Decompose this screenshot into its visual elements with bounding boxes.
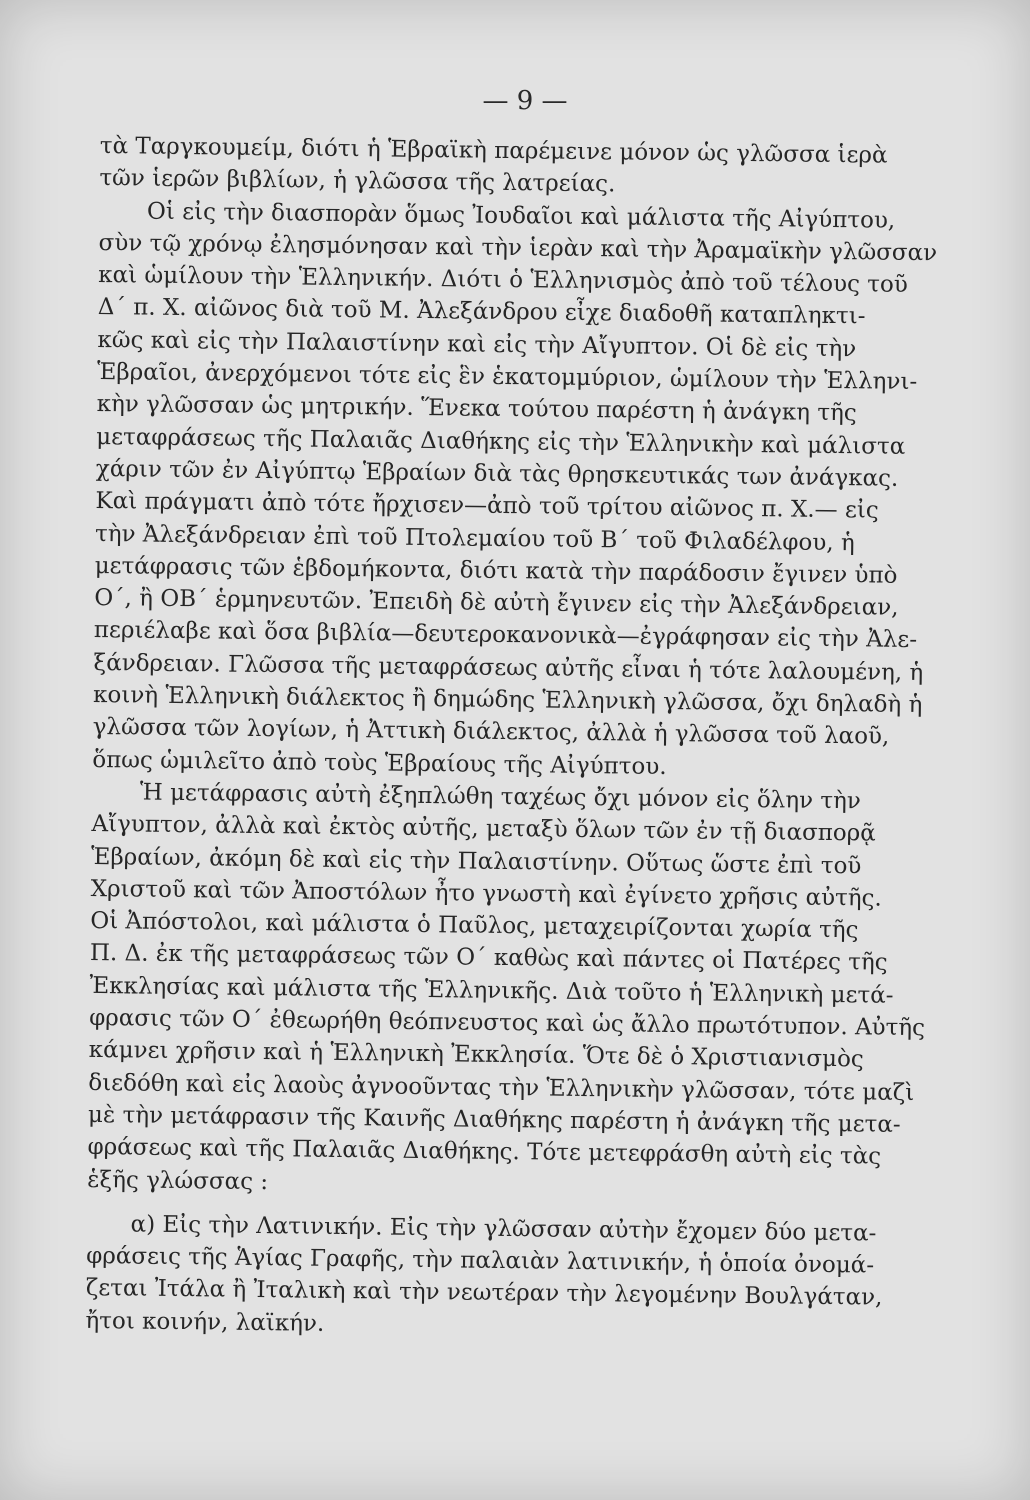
text-line: κὴν γλῶσσαν ὡς μητρικήν. Ἕνεκα τούτου παρέστη ἡ ἀνάγκη τῆς: [96, 391, 857, 427]
text-line: καὶ ὡμίλουν τὴν Ἑλληνικήν. Διότι ὁ Ἑλληνισμὸς ἀπὸ τοῦ τέλους τοῦ: [98, 262, 908, 299]
text-line: Χριστοῦ καὶ τῶν Ἀποστόλων ἦτο γνωστὴ καὶ ἐγίνετο χρῆσις αὐτῆς.: [90, 875, 882, 912]
paragraph-3: [87, 776, 926, 1206]
text-line: Αἴγυπτον, ἀλλὰ καὶ ἐκτὸς αὐτῆς, μεταξὺ ὅλων τῶν ἐν τῇ διασπορᾷ: [91, 811, 876, 847]
text-line: Ἑβραίων, ἀκόμη δὲ καὶ εἰς τὴν Παλαιστίνην. Οὕτως ὥστε ἐπὶ τοῦ: [90, 843, 862, 879]
text-line: μετάφρασις τῶν ἑβδομήκοντα, διότι κατὰ τὴν παράδοσιν ἔγινεν ὑπὸ: [94, 552, 898, 589]
text-line: Ο΄, ἢ ΟΒ΄ ἑρμηνευτῶν. Ἐπειδὴ δὲ αὐτὴ ἔγινεν εἰς τὴν Ἀλεξάνδρειαν,: [94, 585, 899, 621]
text-line: Οἱ εἰς τὴν διασπορὰν ὅμως Ἰουδαῖοι καὶ μάλιστα τῆς Αἰγύπτου,: [146, 198, 896, 234]
text-line: μὲ τὴν μετάφρασιν τῆς Καινῆς Διαθήκης παρέστη ἡ ἀνάγκη τῆς μετα-: [87, 1101, 901, 1138]
text-line: φρασις τῶν Ο΄ ἐθεωρήθη θεόπνευστος καὶ ὡς ἄλλο πρωτότυπον. Αὐτῆς: [88, 1004, 926, 1042]
text-line: κῶς καὶ εἰς τὴν Παλαιστίνην καὶ εἰς τὴν Αἴγυπτον. Οἱ δὲ εἰς τὴν: [97, 326, 857, 363]
text-line: τὰ Ταργκουμείμ, διότι ἡ Ἑβραϊκὴ παρέμεινε μόνον ὡς γλῶσσα ἱερὰ: [99, 132, 888, 169]
text-line: Ἐκκλησίας καὶ μάλιστα τῆς Ἑλληνικῆς. Διὰ τοῦτο ἡ Ἑλληνικὴ μετά-: [89, 972, 894, 1009]
text-line: κάμνει χρῆσιν καὶ ἡ Ἑλληνικὴ Ἐκκλησία. Ὅτε δὲ ὁ Χριστιανισμὸς: [88, 1037, 864, 1073]
text-line: χάριν τῶν ἐν Αἰγύπτῳ Ἑβραίων διὰ τὰς θρησκευτικάς των ἀνάγκας.: [95, 455, 899, 492]
text-line: ὅπως ὡμιλεῖτο ἀπὸ τοὺς Ἑβραίους τῆς Αἰγύπτου.: [92, 746, 667, 780]
paragraph-4: [85, 1208, 907, 1347]
text-line: Δ΄ π. Χ. αἰῶνος διὰ τοῦ Μ. Ἀλεξάνδρου εἶχε διαδοθῆ καταπληκτι-: [97, 294, 866, 330]
paragraph-1: [99, 130, 920, 205]
text-line: τὴν Ἀλεξάνδρειαν ἐπὶ τοῦ Πτολεμαίου τοῦ Β΄ τοῦ Φιλαδέλφου, ἡ: [94, 520, 855, 556]
text-line: τῶν ἱερῶν βιβλίων, ἡ γλῶσσα τῆς λατρείας.: [99, 165, 616, 198]
text-line: κοινὴ Ἑλληνικὴ διάλεκτος ἢ δημώδης Ἑλληνικὴ γλῶσσα, ὄχι δηλαδὴ ἡ: [92, 682, 923, 719]
text-line: Ἑβραῖοι, ἀνερχόμενοι τότε εἰς ἓν ἑκατομμύριον, ὡμίλουν τὴν Ἑλληνι-: [96, 359, 918, 396]
text-line: ξάνδρειαν. Γλῶσσα τῆς μεταφράσεως αὐτῆς εἶναι ἡ τότε λαλουμένη, ἡ: [93, 649, 924, 686]
text-line: σὺν τῷ χρόνῳ ἐλησμόνησαν καὶ τὴν ἱερὰν καὶ τὴν Ἀραμαϊκὴν γλῶσσαν: [98, 229, 938, 267]
text-line: φράσεως καὶ τῆς Παλαιᾶς Διαθήκης. Τότε μετεφράσθη αὐτὴ εἰς τὰς: [87, 1134, 882, 1170]
text-line: γλῶσσα τῶν λογίων, ἡ Ἀττικὴ διάλεκτος, ἀλλὰ ἡ γλῶσσα τοῦ λαοῦ,: [92, 714, 890, 751]
text-line: διεδόθη καὶ εἰς λαοὺς ἀγνοοῦντας τὴν Ἑλληνικὴν γλῶσσαν, τότε μαζὶ: [88, 1069, 915, 1106]
text-line: ζεται Ἰτάλα ἢ Ἰταλικὴ καὶ τὴν νεωτέραν τὴν λεγομένην Βουλγάταν,: [85, 1275, 883, 1312]
body-text: [85, 130, 938, 1347]
text-line: μεταφράσεως τῆς Παλαιᾶς Διαθήκης εἰς τὴν Ἑλληνικὴν καὶ μάλιστα: [96, 423, 906, 460]
text-line: περιέλαβε καὶ ὅσα βιβλία—δευτεροκανονικὰ—ἐγράφησαν εἰς τὴν Ἀλε-: [93, 617, 918, 654]
paragraph-2: [92, 195, 938, 786]
text-line: ἤτοι κοινήν, λαϊκήν.: [85, 1307, 325, 1337]
text-line: ἑξῆς γλώσσας :: [87, 1166, 269, 1195]
text-line: Οἱ Ἀπόστολοι, καὶ μάλιστα ὁ Παῦλος, μεταχειρίζονται χωρία τῆς: [90, 908, 859, 944]
page-number: — 9 —: [482, 86, 568, 116]
text-line: Καὶ πράγματι ἀπὸ τότε ἤρχισεν—ἀπὸ τοῦ τρίτου αἰῶνος π. Χ.— εἰς: [95, 488, 879, 524]
text-line: φράσεις τῆς Ἁγίας Γραφῆς, τὴν παλαιὰν λατινικήν, ἡ ὁποία ὀνομά-: [86, 1243, 875, 1279]
text-line: α) Εἰς τὴν Λατινικήν. Εἰς τὴν γλῶσσαν αὐτὴν ἔχομεν δύο μετα-: [130, 1211, 877, 1247]
text-line: Π. Δ. ἐκ τῆς μεταφράσεως τῶν Ο΄ καθὼς καὶ πάντες οἱ Πατέρες τῆς: [89, 940, 888, 977]
text-line: Ἡ μετάφρασις αὐτὴ ἐξηπλώθη ταχέως ὄχι μόνον εἰς ὅλην τὴν: [139, 779, 862, 815]
